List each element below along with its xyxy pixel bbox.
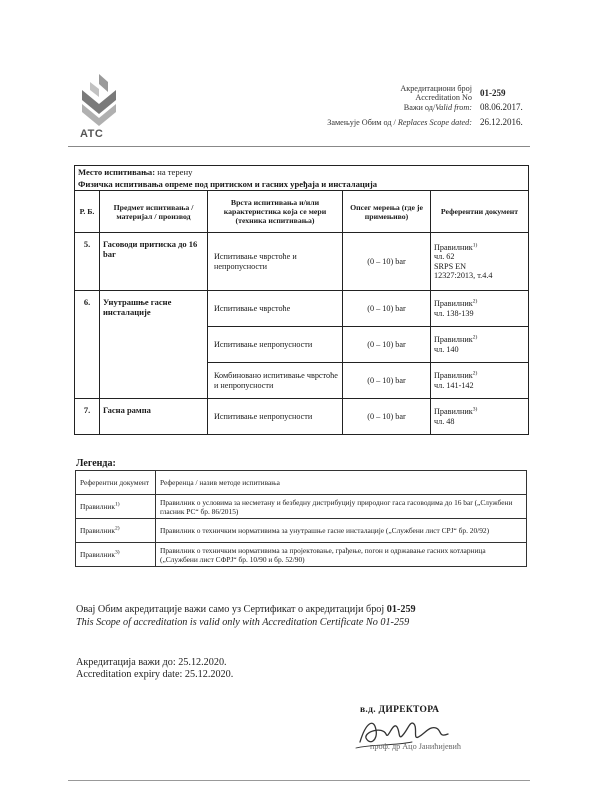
statement-en: This Scope of accreditation is valid only with Accreditation Certificate No 01-259 [76, 617, 410, 628]
row-reference: Правилник$^{2)}$ чл. 141-142 [431, 363, 529, 399]
row-test: Испитивање непропусности [208, 399, 343, 435]
row-reference: Правилник$^{3)}$ чл. 48 [431, 399, 529, 435]
logo-text: ATC [80, 128, 104, 140]
scope-title: Физичка испитивања опреме под притиском и гасних уређаја и инсталација [75, 178, 529, 191]
place-label: Место испитивања: [78, 167, 156, 177]
row-test: Испитивање чврстоће [208, 291, 343, 327]
legend-key: Правилник$^{3)}$ [76, 543, 156, 567]
table-row [75, 291, 529, 327]
legend-row [76, 543, 527, 567]
statement-sr: Овај Обим акредитације важи само уз Сертификат о акредитацији број 01-259 [76, 604, 416, 615]
row-range: (0 – 10) bar [343, 233, 431, 291]
signature-title: в.д. ДИРЕКТОРА [360, 705, 440, 715]
legend-row [76, 495, 527, 519]
row-range: (0 – 10) bar [343, 363, 431, 399]
header-divider [68, 146, 530, 147]
legend-key: Правилник$^{1)}$ [76, 495, 156, 519]
valid-from-date: 08.06.2017. [480, 102, 523, 112]
accreditation-no-label: Акредитациони број Accreditation No [400, 84, 472, 102]
expiry-sr: Акредитација важи до: 25.12.2020. [76, 657, 227, 668]
row-test: Испитивање чврстоће и непропусности [208, 233, 343, 291]
legend-desc: Правилник о техничким нормативима за унутрашње гасне инсталације („Службени лист СРЈ“ бр. 20/92) [156, 519, 527, 543]
legend-title: Легенда: [76, 458, 116, 469]
col-header-ref: Референтни документ [431, 191, 529, 233]
table-row [75, 233, 529, 291]
legend-col-ref: Референтни документ [76, 471, 156, 495]
legend-col-desc: Референца / назив методе испитивања [156, 471, 527, 495]
row-subject: Гасоводи притиска до 16 bar [100, 233, 208, 291]
row-range: (0 – 10) bar [343, 399, 431, 435]
row-subject: Унутрашње гасне инсталације [100, 291, 208, 399]
row-subject: Гасна рампа [100, 399, 208, 435]
replaces-label: Замењује Обим од / Replaces Scope dated: [327, 118, 472, 127]
legend-header-row [76, 471, 527, 495]
row-range: (0 – 10) bar [343, 327, 431, 363]
row-number: 7. [75, 399, 100, 435]
legend-desc: Правилник о условима за несметану и безбедну дистрибуцију природног гаса гасоводима до 16 bar („Службени гласник РС“ бр. 86/2015) [156, 495, 527, 519]
col-header-no: Р. Б. [75, 191, 100, 233]
signature-name: проф. др Ацо Јанићијевић [370, 742, 462, 751]
row-reference: Правилник$^{2)}$ чл. 140 [431, 327, 529, 363]
legend-row [76, 519, 527, 543]
row-number: 5. [75, 233, 100, 291]
footer-divider [68, 780, 530, 781]
replaces-date: 26.12.2016. [480, 117, 523, 127]
table-row [75, 399, 529, 435]
row-range: (0 – 10) bar [343, 291, 431, 327]
place-row [75, 166, 529, 179]
column-header-row [75, 191, 529, 233]
col-header-range: Опсег мерења (где је примењиво) [343, 191, 431, 233]
scope-table [74, 165, 529, 435]
expiry-en: Accreditation expiry date: 25.12.2020. [76, 669, 234, 680]
valid-from-label: Важи од/Valid from: [403, 103, 472, 112]
accreditation-no: 01-259 [480, 88, 506, 98]
col-header-subject: Предмет испитивања / материјал / производ [100, 191, 208, 233]
row-reference: Правилник$^{2)}$ чл. 138-139 [431, 291, 529, 327]
legend-table [75, 470, 527, 567]
col-header-type: Врста испитивања и/или карактеристика која се мери (техника испитивања) [208, 191, 343, 233]
row-reference: Правилник$^{1)}$ чл. 62 SRPS EN 12327:2013, т.4.4 [431, 233, 529, 291]
place-value: на терену [157, 167, 193, 177]
legend-desc: Правилник о техничким нормативима за пројектовање, грађење, погон и одржавање гасних котларница („Службени лист СФРЈ“ бр. 10/90 и бр. 52/90) [156, 543, 527, 567]
row-test: Испитивање непропусности [208, 327, 343, 363]
legend-key: Правилник$^{2)}$ [76, 519, 156, 543]
row-number: 6. [75, 291, 100, 399]
scope-title-row [75, 178, 529, 191]
row-test: Комбиновано испитивање чврстоће и непропусности [208, 363, 343, 399]
